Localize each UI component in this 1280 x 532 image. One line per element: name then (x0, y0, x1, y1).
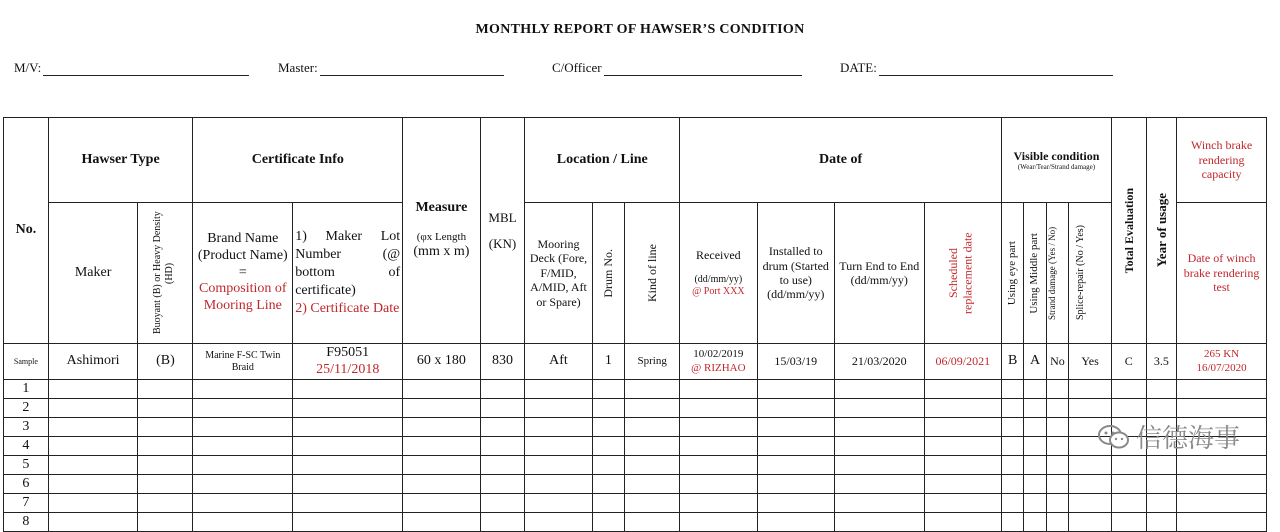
table-cell[interactable] (625, 456, 680, 475)
lot-text: 1) Maker Lot Number (@ bottom of certificate) (295, 228, 401, 299)
table-cell[interactable] (592, 475, 625, 494)
table-cell[interactable] (1146, 399, 1177, 418)
table-cell[interactable] (757, 437, 834, 456)
table-cell[interactable] (293, 494, 403, 513)
header-received (680, 203, 757, 344)
table-cell[interactable] (680, 456, 757, 475)
table-cell[interactable] (834, 513, 924, 532)
table-cell[interactable] (193, 475, 293, 494)
year-usage-label: Year of usage (1153, 193, 1169, 268)
visible-title: Visible condition (1013, 148, 1100, 163)
table-cell[interactable] (1146, 380, 1177, 399)
table-cell[interactable] (1046, 494, 1068, 513)
strand-damage-label: Strand damage (Yes / No) (1047, 226, 1058, 320)
measure-unit: (mm x m) (413, 244, 470, 260)
table-cell[interactable] (138, 380, 193, 399)
table-cell[interactable] (1001, 418, 1023, 437)
table-row (4, 494, 1267, 513)
table-cell[interactable] (1001, 380, 1023, 399)
table-cell[interactable] (1024, 437, 1046, 456)
table-cell[interactable] (525, 418, 592, 437)
header-winch-date: Date of winch brake rendering test (1177, 203, 1267, 344)
table-cell[interactable] (592, 456, 625, 475)
table-cell[interactable] (1069, 513, 1112, 532)
sample-row (4, 344, 1267, 380)
table-cell[interactable] (525, 437, 592, 456)
received-port: @ Port XXX (692, 286, 745, 298)
sample-drum[interactable]: 1 (592, 344, 625, 380)
table-cell[interactable] (193, 437, 293, 456)
table-cell[interactable] (1046, 399, 1068, 418)
table-cell[interactable] (193, 494, 293, 513)
table-cell[interactable] (1069, 475, 1112, 494)
table-cell[interactable] (1177, 494, 1267, 513)
row-number: 5 (4, 456, 49, 475)
table-cell[interactable] (293, 399, 403, 418)
table-cell[interactable] (592, 494, 625, 513)
measure-title: Measure (415, 200, 468, 216)
sample-total[interactable]: C (1111, 344, 1146, 380)
table-cell[interactable] (1046, 380, 1068, 399)
brand-composition: Composition of Mooring Line (199, 281, 287, 314)
master-line[interactable] (320, 60, 504, 76)
sample-installed[interactable]: 15/03/19 (757, 344, 834, 380)
table-cell[interactable] (1001, 456, 1023, 475)
table-cell[interactable] (1001, 399, 1023, 418)
data-rows (4, 380, 1267, 532)
table-row (4, 380, 1267, 399)
buoyant-label: Buoyant (B) or Heavy Density (HD) (152, 211, 176, 335)
table-cell[interactable] (1111, 380, 1146, 399)
header-fields (0, 60, 1280, 82)
table-cell[interactable] (480, 399, 525, 418)
mbl-unit: (KN) (488, 235, 517, 251)
table-cell[interactable] (680, 380, 757, 399)
date-label: DATE: (840, 60, 877, 75)
table-cell[interactable] (1024, 380, 1046, 399)
table-cell[interactable] (138, 418, 193, 437)
sample-lot: F95051 (326, 344, 370, 360)
table-cell[interactable] (480, 456, 525, 475)
table-cell[interactable] (1024, 456, 1046, 475)
mv-line[interactable] (43, 60, 249, 76)
table-cell[interactable] (525, 475, 592, 494)
sample-kind[interactable]: Spring (625, 344, 680, 380)
wechat-icon (1098, 424, 1130, 450)
table-cell[interactable] (403, 380, 480, 399)
table-cell[interactable] (1024, 513, 1046, 532)
table-cell[interactable] (1177, 475, 1267, 494)
brand-text: Brand Name (Product Name) = (197, 231, 288, 280)
table-cell[interactable] (834, 437, 924, 456)
mv-field[interactable] (14, 60, 249, 76)
mbl-title: MBL (488, 209, 517, 225)
table-cell[interactable] (625, 437, 680, 456)
header-brand (193, 203, 293, 344)
table-cell[interactable] (592, 418, 625, 437)
table-cell[interactable] (403, 437, 480, 456)
table-cell[interactable] (924, 513, 1001, 532)
table-cell[interactable] (293, 475, 403, 494)
eye-part-label: Using eye part (1006, 240, 1019, 306)
table-cell[interactable] (757, 418, 834, 437)
table-cell[interactable] (1146, 456, 1177, 475)
table-cell[interactable] (834, 418, 924, 437)
table-cell[interactable] (1046, 418, 1068, 437)
table-cell[interactable] (525, 399, 592, 418)
sample-winch-date: 16/07/2020 (1196, 361, 1247, 374)
header-visible-condition (1001, 118, 1111, 203)
splice-repair-label: Splice-repair (No / Yes) (1075, 225, 1087, 321)
header-winch-capacity: Winch brake rendering capacity (1177, 118, 1267, 203)
sample-lot-cell[interactable] (293, 344, 403, 380)
header-strand-damage (1046, 203, 1068, 344)
table-cell[interactable] (1111, 513, 1146, 532)
watermark-text: 信德海事 (1135, 424, 1240, 454)
table-cell[interactable] (1069, 494, 1112, 513)
table-row (4, 456, 1267, 475)
visible-sub: (Wear/Tear/Strand damage) (1017, 163, 1096, 171)
table-cell[interactable] (757, 475, 834, 494)
table-cell[interactable] (48, 513, 138, 532)
sample-deck[interactable]: Aft (525, 344, 592, 380)
table-cell[interactable] (293, 437, 403, 456)
table-cell[interactable] (1111, 456, 1146, 475)
table-row (4, 437, 1267, 456)
table-cell[interactable] (757, 399, 834, 418)
sample-type[interactable]: (B) (138, 344, 193, 380)
table-cell[interactable] (293, 513, 403, 532)
table-cell[interactable] (403, 494, 480, 513)
table-cell[interactable] (1001, 513, 1023, 532)
table-row (4, 399, 1267, 418)
table-cell[interactable] (48, 456, 138, 475)
header-buoyant (138, 203, 193, 344)
row-number: 4 (4, 437, 49, 456)
date-field[interactable] (840, 60, 1113, 76)
table-cell[interactable] (680, 437, 757, 456)
hawser-table (3, 117, 1267, 532)
sample-received: 10/02/2019 (693, 348, 744, 361)
table-cell[interactable] (138, 399, 193, 418)
sample-winch-cell[interactable] (1177, 344, 1267, 380)
table-cell[interactable] (1024, 494, 1046, 513)
table-cell[interactable] (924, 494, 1001, 513)
table-cell[interactable] (525, 513, 592, 532)
table-cell[interactable] (1177, 456, 1267, 475)
table-cell[interactable] (924, 456, 1001, 475)
hawser-table-wrap (3, 117, 1267, 529)
table-cell[interactable] (680, 418, 757, 437)
header-date-of: Date of (680, 118, 1002, 203)
table-cell[interactable] (138, 494, 193, 513)
table-cell[interactable] (1024, 475, 1046, 494)
table-cell[interactable] (138, 475, 193, 494)
header-mbl (480, 118, 525, 344)
table-cell[interactable] (1001, 494, 1023, 513)
table-cell[interactable] (193, 418, 293, 437)
table-cell[interactable] (138, 456, 193, 475)
header-certificate-info: Certificate Info (193, 118, 403, 203)
table-cell[interactable] (403, 456, 480, 475)
table-cell[interactable] (48, 494, 138, 513)
table-cell[interactable] (1024, 418, 1046, 437)
middle-part-label: Using Middle part (1028, 232, 1041, 314)
table-cell[interactable] (1177, 513, 1267, 532)
table-cell[interactable] (924, 399, 1001, 418)
table-cell[interactable] (680, 399, 757, 418)
header-drum-no (592, 203, 625, 344)
table-cell[interactable] (480, 513, 525, 532)
sample-turn-end[interactable]: 21/03/2020 (834, 344, 924, 380)
header-maker: Maker (48, 203, 138, 344)
table-cell[interactable] (924, 380, 1001, 399)
row-number: 6 (4, 475, 49, 494)
table-cell[interactable] (193, 380, 293, 399)
lot-cert-date: 2) Certificate Date (295, 301, 400, 317)
sample-scheduled[interactable]: 06/09/2021 (924, 344, 1001, 380)
table-cell[interactable] (1177, 380, 1267, 399)
officer-label: C/Officer (552, 60, 602, 75)
table-row (4, 418, 1267, 437)
header-measure (403, 118, 480, 344)
header-total-eval (1111, 118, 1146, 344)
total-eval-label: Total Evaluation (1121, 187, 1136, 274)
table-cell[interactable] (625, 418, 680, 437)
table-cell[interactable] (757, 513, 834, 532)
table-cell[interactable] (403, 475, 480, 494)
table-cell[interactable] (480, 475, 525, 494)
sample-maker[interactable]: Ashimori (48, 344, 138, 380)
table-cell[interactable] (403, 399, 480, 418)
table-row (4, 513, 1267, 532)
table-cell[interactable] (680, 475, 757, 494)
table-cell[interactable] (403, 418, 480, 437)
table-cell[interactable] (757, 456, 834, 475)
sample-mbl[interactable]: 830 (480, 344, 525, 380)
master-field[interactable] (278, 60, 504, 76)
header-turn-end: Turn End to End (dd/mm/yy) (834, 203, 924, 344)
table-cell[interactable] (592, 437, 625, 456)
table-cell[interactable] (293, 418, 403, 437)
table-cell[interactable] (1111, 399, 1146, 418)
table-cell[interactable] (625, 399, 680, 418)
master-label: Master: (278, 60, 318, 75)
date-line[interactable] (879, 60, 1113, 76)
table-cell[interactable] (834, 494, 924, 513)
table-cell[interactable] (193, 513, 293, 532)
table-cell[interactable] (757, 380, 834, 399)
table-cell[interactable] (592, 513, 625, 532)
table-cell[interactable] (480, 418, 525, 437)
table-cell[interactable] (1146, 475, 1177, 494)
table-cell[interactable] (138, 513, 193, 532)
header-installed: Installed to drum (Started to use) (dd/mm/yy) (757, 203, 834, 344)
table-cell[interactable] (480, 437, 525, 456)
sample-splice[interactable]: Yes (1069, 344, 1112, 380)
table-cell[interactable] (1177, 399, 1267, 418)
table-cell[interactable] (1001, 475, 1023, 494)
row-number: 1 (4, 380, 49, 399)
table-cell[interactable] (592, 380, 625, 399)
table-cell[interactable] (834, 399, 924, 418)
table-cell[interactable] (625, 494, 680, 513)
sample-brand[interactable]: Marine F-SC Twin Braid (193, 344, 293, 380)
table-cell[interactable] (1046, 513, 1068, 532)
sample-middle[interactable]: A (1024, 344, 1046, 380)
table-cell[interactable] (403, 513, 480, 532)
table-cell[interactable] (834, 456, 924, 475)
header-middle-part (1024, 203, 1046, 344)
header-year-usage (1146, 118, 1177, 344)
mv-label: M/V: (14, 60, 42, 75)
sample-strand[interactable]: No (1046, 344, 1068, 380)
table-cell[interactable] (924, 437, 1001, 456)
table-cell[interactable] (48, 399, 138, 418)
officer-field[interactable] (552, 60, 802, 76)
table-cell[interactable] (1146, 494, 1177, 513)
table-cell[interactable] (625, 380, 680, 399)
table-cell[interactable] (924, 475, 1001, 494)
table-cell[interactable] (625, 513, 680, 532)
header-no: No. (4, 118, 49, 344)
table-row (4, 475, 1267, 494)
table-cell[interactable] (625, 475, 680, 494)
table-cell[interactable] (834, 380, 924, 399)
table-cell[interactable] (480, 380, 525, 399)
header-eye-part (1001, 203, 1023, 344)
kind-of-line-label: Kind of line (644, 244, 659, 302)
table-cell[interactable] (1046, 437, 1068, 456)
table-cell[interactable] (48, 475, 138, 494)
sample-received-port: @ RIZHAO (691, 361, 746, 374)
sample-measure[interactable]: 60 x 180 (403, 344, 480, 380)
table-cell[interactable] (1069, 399, 1112, 418)
table-cell[interactable] (592, 399, 625, 418)
table-cell[interactable] (48, 437, 138, 456)
officer-line[interactable] (604, 60, 802, 76)
table-cell[interactable] (1069, 380, 1112, 399)
table-cell[interactable] (924, 418, 1001, 437)
header-mooring-deck: Mooring Deck (Fore, F/MID, A/MID, Aft or Spare) (525, 203, 592, 344)
row-number: 8 (4, 513, 49, 532)
header-location-line: Location / Line (525, 118, 680, 203)
sample-cert-date: 25/11/2018 (316, 361, 380, 377)
table-cell[interactable] (1146, 513, 1177, 532)
table-cell[interactable] (757, 494, 834, 513)
table-cell[interactable] (680, 494, 757, 513)
header-scheduled (924, 203, 1001, 344)
received-format: (dd/mm/yy) (694, 274, 743, 286)
table-cell[interactable] (525, 494, 592, 513)
header-splice-repair (1069, 203, 1112, 344)
row-number: 3 (4, 418, 49, 437)
table-cell[interactable] (48, 380, 138, 399)
table-cell[interactable] (1111, 475, 1146, 494)
table-cell[interactable] (480, 494, 525, 513)
header-hawser-type: Hawser Type (48, 118, 193, 203)
row-number: 2 (4, 399, 49, 418)
sample-received-cell[interactable] (680, 344, 757, 380)
sample-year[interactable]: 3.5 (1146, 344, 1177, 380)
table-cell[interactable] (1069, 456, 1112, 475)
report-title: MONTHLY REPORT OF HAWSER’S CONDITION (475, 22, 805, 37)
table-cell[interactable] (834, 475, 924, 494)
sample-eye[interactable]: B (1001, 344, 1023, 380)
table-cell[interactable] (525, 456, 592, 475)
table-cell[interactable] (1001, 437, 1023, 456)
table-cell[interactable] (525, 380, 592, 399)
sample-winch-kn: 265 KN (1203, 348, 1240, 361)
header-kind-of-line (625, 203, 680, 344)
table-cell[interactable] (193, 456, 293, 475)
sample-no: Sample (4, 344, 49, 380)
table-cell[interactable] (138, 437, 193, 456)
measure-sub: (φx Length (416, 230, 467, 243)
received-title: Received (696, 247, 741, 262)
table-cell[interactable] (1046, 475, 1068, 494)
table-cell[interactable] (1111, 494, 1146, 513)
table-cell[interactable] (1046, 456, 1068, 475)
scheduled-label: Scheduled replacement date (945, 232, 975, 314)
table-cell[interactable] (1024, 399, 1046, 418)
table-cell[interactable] (193, 399, 293, 418)
table-cell[interactable] (293, 380, 403, 399)
table-cell[interactable] (48, 418, 138, 437)
table-cell[interactable] (680, 513, 757, 532)
drum-no-label: Drum No. (601, 248, 616, 298)
watermark (1098, 418, 1240, 455)
header-lot (293, 203, 403, 344)
table-cell[interactable] (293, 456, 403, 475)
row-number: 7 (4, 494, 49, 513)
